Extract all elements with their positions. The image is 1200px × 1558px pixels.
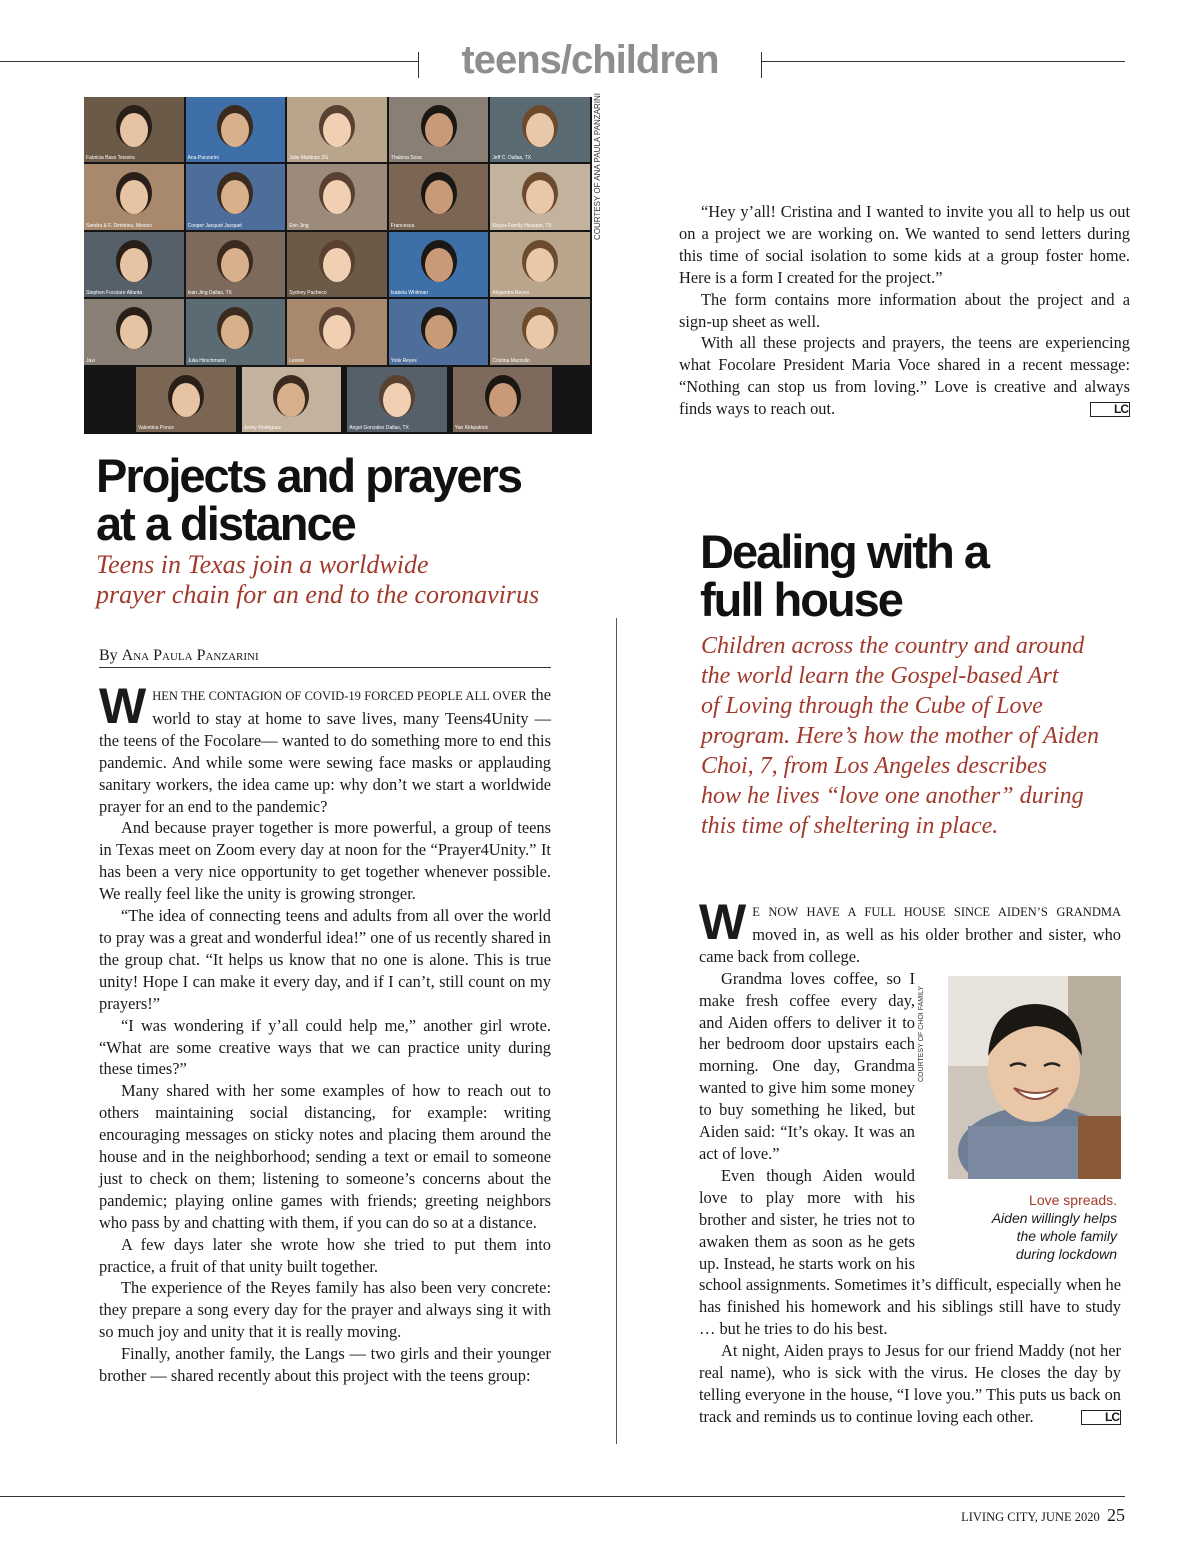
participant-face — [323, 248, 351, 282]
participant-name: Yan Kirkpatrick — [454, 424, 489, 431]
article1-paragraph-3: “The idea of connecting teens and adults from all over the world to pray was a great and wonderful idea!” one of us recently shared in the group chat. “It helps us know that no one is alone. This is true unity! Hope I can make it every day, and if I can’t, still count on my prayers!” — [99, 906, 551, 1013]
article1-continued-3-text: With all these projects and prayers, the teens are experiencing what Focolare President Maria Voce shared in a recent message: “Nothing can stop us from loving.” Love is creative and always finds ways to reach out. — [679, 333, 1130, 419]
participant-name: Ana Panzarini — [187, 155, 219, 162]
participant-name: Sandra & F. Dimitriou, Mexico — [86, 222, 152, 229]
zoom-participant-tile — [490, 164, 590, 229]
zoom-participant-tile — [389, 232, 489, 297]
caption-title: Love spreads. — [1029, 1191, 1117, 1208]
article1-column1 — [99, 678, 551, 1387]
article2-headline-line1: Dealing with a — [700, 525, 988, 578]
participant-name: Leonie — [289, 357, 305, 364]
article1-deck — [96, 550, 616, 610]
article2-paragraph-2: Grandma loves coffee, so I make fresh coffee every day, and Aiden offers to deliver it to her bedroom door upstairs each morning. One day, Grandma wanted to give him some money to buy something he liked, but Aiden said: “It’s okay. It was an act of love.” — [699, 968, 915, 1163]
article2-deck-line: how he lives “love one another” during — [701, 783, 1084, 809]
participant-face — [425, 248, 453, 282]
article1-lead-paragraph — [99, 678, 551, 817]
article2-paragraph-4-text: At night, Aiden prays to Jesus for our friend Maddy (not her real name), who is sick with the virus. He closes the day by telling everyone in the house, “I love you.” This puts us back on track and reminds us to continue loving each other. — [699, 1341, 1121, 1426]
participant-name: Isabela Whitman — [390, 290, 429, 297]
article2-lead-caps: E NOW HAVE A FULL HOUSE SINCE AIDEN’S GRANDMA — [752, 905, 1121, 919]
participant-name: Reyes Family Houston, TX — [492, 222, 552, 229]
article1-paragraph-7: The experience of the Reyes family has also been very concrete: they prepare a song every day for the prayer and always sing it with so much joy and unity that it is really moving. — [99, 1278, 551, 1342]
participant-face — [120, 113, 148, 147]
aiden-photo — [948, 976, 1121, 1179]
article2-dropcap: W — [699, 894, 747, 950]
aiden-caption — [925, 1191, 1121, 1263]
participant-name: Julie Martinez 2G — [289, 155, 329, 162]
article2-headline — [700, 525, 1120, 626]
article2-paragraph-4 — [699, 1340, 1121, 1428]
zoom-participant-tile — [186, 97, 286, 162]
participant-name: Angel Gonzalez Dallas, TX — [349, 424, 409, 431]
zoom-participant-tile — [287, 232, 387, 297]
article1-column2 — [679, 201, 1130, 420]
article2-paragraph-3: Even though Aiden would love to play more with his brother and sister, he tries not to awaken them as soon as he gets up. Instead, he starts work on his school assignments. Sometimes it’s difficult, especially when he has finished his homework and his siblings still have to study … but he tries to do his best. — [699, 1165, 1121, 1339]
zoom-participant-tile — [186, 299, 286, 364]
article1-dropcap: W — [99, 678, 147, 734]
column-divider — [616, 618, 617, 1444]
zoom-participant-tile — [186, 232, 286, 297]
article1-continued-1: “Hey y’all! Cristina and I wanted to invite you all to help us out on a project we are working on. We wanted to send letters during this time of social isolation to some kids at a group foster home. Here is a form I created for the project.” — [679, 202, 1130, 287]
article1-end-mark: LC — [1090, 402, 1130, 417]
header-rule-right — [761, 61, 1125, 62]
aiden-photo-credit: COURTESY OF CHOI FAMILY — [918, 985, 925, 1082]
participant-name: Cristina Marzullo — [492, 357, 530, 364]
participant-face — [425, 315, 453, 349]
article2-deck — [701, 631, 1131, 841]
participant-name: Alejandra Reyes — [492, 290, 530, 297]
participant-face — [383, 383, 411, 417]
participant-face — [120, 180, 148, 214]
article2-lead-paragraph — [699, 894, 1121, 968]
participant-face — [526, 248, 554, 282]
article1-deck-line2: prayer chain for an end to the coronavirus — [96, 580, 540, 609]
article1-headline-line2: at a distance — [96, 497, 355, 550]
article1-deck-line1: Teens in Texas join a worldwide — [96, 550, 429, 579]
participant-name: Stephen Focolare Atlanta — [86, 290, 143, 297]
participant-face — [323, 315, 351, 349]
participant-face — [323, 113, 351, 147]
participant-face — [172, 383, 200, 417]
photo-credit: COURTESY OF ANA PAULA PANZARINI — [593, 92, 602, 240]
participant-name: Erin Jing — [289, 222, 309, 229]
participant-face — [120, 315, 148, 349]
article1-continued-2: The form contains more information about the project and a sign-up sheet as well. — [679, 289, 1130, 331]
participant-name: Javi — [86, 357, 95, 364]
header-rule-left — [0, 61, 418, 62]
participant-face — [277, 383, 305, 417]
aiden-figure — [918, 976, 1121, 1263]
header-tick-right — [761, 52, 762, 78]
zoom-participant-tile — [287, 97, 387, 162]
article2-deck-line: of Loving through the Cube of Love — [701, 693, 1043, 719]
zoom-participant-tile — [84, 232, 184, 297]
participant-name: Julia Hirschmann — [187, 357, 226, 364]
footer-rule — [0, 1496, 1125, 1497]
article2-deck-line: program. Here’s how the mother of Aiden — [701, 723, 1099, 749]
footer — [961, 1505, 1125, 1526]
participant-face — [425, 113, 453, 147]
caption-line1: Aiden willingly helps — [991, 1209, 1117, 1226]
section-label: teens/children — [461, 38, 719, 82]
article1-paragraph-8: Finally, another family, the Langs — two girls and their younger brother — shared recently about this project with the teens group: — [99, 1344, 551, 1386]
article2-deck-line: Choi, 7, from Los Angeles describes — [701, 753, 1047, 779]
article2-deck-line: Children across the country and around — [701, 633, 1085, 659]
article1-headline-line1: Projects and prayers — [96, 449, 521, 502]
article1-paragraph-4: “I was wondering if y’all could help me,” another girl wrote. “What are some creative ways that we can practice unity during these times?” — [99, 1015, 551, 1079]
participant-name: Francesca — [390, 222, 415, 229]
header-tick-left — [418, 52, 419, 78]
zoom-call-photo — [84, 97, 592, 434]
zoom-participant-tile — [84, 164, 184, 229]
article2-body — [699, 894, 1121, 1428]
article2-deck-line: this time of sheltering in place. — [701, 813, 999, 839]
article2-end-mark: LC — [1081, 1410, 1121, 1425]
zoom-participant-tile — [389, 164, 489, 229]
article2-deck-line: the world learn the Gospel-based Art — [701, 663, 1059, 689]
zoom-participant-tile — [287, 164, 387, 229]
participant-face — [489, 383, 517, 417]
zoom-participant-tile — [389, 97, 489, 162]
article1-headline — [96, 449, 656, 550]
byline-by: By — [99, 647, 118, 664]
zoom-participant-tile — [84, 299, 184, 364]
caption-line2: the whole family — [1016, 1227, 1117, 1244]
participant-face — [425, 180, 453, 214]
participant-name: Valentina Ponce — [138, 424, 175, 431]
zoom-participant-tile — [490, 97, 590, 162]
participant-name: Cooper Jacquot Jacquet — [187, 222, 242, 229]
participant-face — [120, 248, 148, 282]
participant-name: Jenny Rodriguez — [243, 424, 282, 431]
page-number: 25 — [1107, 1505, 1125, 1525]
zoom-participant-tile — [389, 299, 489, 364]
zoom-participant-tile — [453, 367, 553, 432]
zoom-participant-tile — [490, 299, 590, 364]
zoom-participant-tile — [490, 232, 590, 297]
article2-headline-line2: full house — [700, 573, 902, 626]
participant-name: Yolis Reyes — [390, 357, 417, 364]
byline-name: Ana Paula Panzarini — [121, 647, 259, 664]
article1-lead-caps: HEN THE CONTAGION OF COVID-19 FORCED PEOPLE ALL OVER — [152, 689, 527, 703]
participant-name: Sydney Pacheco — [289, 290, 327, 297]
zoom-participant-tile — [136, 367, 236, 432]
zoom-participant-tile — [287, 299, 387, 364]
zoom-participant-tile — [186, 164, 286, 229]
participant-name: Ivan Jing Dallas, TX — [187, 290, 232, 297]
zoom-participant-tile — [242, 367, 342, 432]
article1-paragraph-5: Many shared with her some examples of how to reach out to others maintaining social distancing, for example: writing encouraging messages on sticky notes and placing them around the house and in the neighborhood; sending a text or email to someone just to check on them; listening to someone’s concerns about the pandemic; playing online games with friends; greeting neighbors who pass by and chatting with them, if you can do so at a distance. — [99, 1081, 551, 1232]
participant-face — [526, 113, 554, 147]
participant-name: Thalena Sosa — [390, 155, 422, 162]
article2-paragraph-1: moved in, as well as his older brother and sister, who came back from college. — [699, 924, 1121, 966]
article1-continued-3 — [679, 332, 1130, 420]
article1-paragraph-2: And because prayer together is more powerful, a group of teens in Texas meet on Zoom every day at noon for the “Prayer4Unity.” It has been a very nice opportunity to get together whenever possible. We really feel like the unity is growing stronger. — [99, 818, 551, 904]
participant-name: Jeff C. Dallas, TX — [492, 155, 532, 162]
footer-publication: LIVING CITY, JUNE 2020 — [961, 1510, 1100, 1524]
article1-paragraph-1: the world to stay at home to save lives, many Teens4Unity — the teens of the Focolare— wanted to do something more to end this pandemic. And while some were sewing face masks or applauding sanitary workers, the idea came up: why don’t we start a worldwide prayer for an end to the pandemic? — [99, 685, 551, 816]
byline — [99, 647, 551, 668]
zoom-participant-tile — [347, 367, 447, 432]
zoom-participant-tile — [84, 97, 184, 162]
participant-name: Fabricia Bass Teixeira — [86, 155, 135, 162]
caption-line3: during lockdown — [1015, 1245, 1117, 1262]
article1-paragraph-6: A few days later she wrote how she tried to put them into practice, a fruit of that unity built together. — [99, 1234, 551, 1276]
